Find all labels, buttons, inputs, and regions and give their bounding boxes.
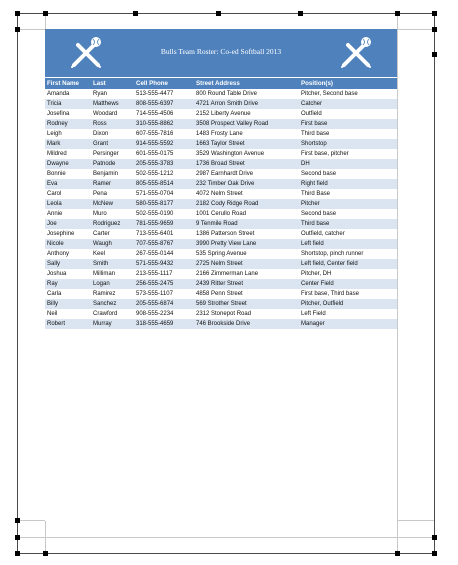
cell-position[interactable]: Outfield — [301, 111, 322, 117]
cell-last-name[interactable]: Rodriguez — [93, 221, 121, 227]
cell-position[interactable]: Left field, Center field — [301, 261, 358, 267]
cell-position[interactable]: Second base — [301, 211, 337, 217]
cell-cell-phone[interactable]: 781-555-9659 — [136, 221, 174, 227]
cell-street-address[interactable]: 2725 Nelm Street — [196, 261, 243, 267]
table-row — [45, 99, 397, 109]
cell-position[interactable]: Left Field — [301, 311, 326, 317]
cell-street-address[interactable]: 800 Round Table Drive — [196, 91, 257, 97]
table-row — [45, 249, 397, 259]
cell-position[interactable]: Pitcher, Outfield — [301, 301, 344, 307]
cell-position[interactable]: DH — [301, 161, 310, 167]
cell-street-address[interactable]: 2166 Zimmerman Lane — [196, 271, 259, 277]
cell-position[interactable]: Shortstop, pinch runner — [301, 251, 364, 257]
cell-cell-phone[interactable]: 914-555-5592 — [136, 141, 174, 147]
cell-position[interactable]: Third base — [301, 221, 330, 227]
cell-last-name[interactable]: Ross — [93, 121, 107, 127]
header-last[interactable]: Last — [93, 80, 106, 87]
cell-position[interactable]: Pitcher, DH — [301, 271, 332, 277]
cell-last-name[interactable]: Pena — [93, 191, 108, 197]
cell-position[interactable]: Second base — [301, 171, 337, 177]
table-row — [45, 299, 397, 309]
table-row — [45, 89, 397, 99]
table-row — [45, 239, 397, 249]
header-first-name[interactable]: First Name — [47, 80, 79, 87]
cell-street-address[interactable]: 1001 Cerullo Road — [196, 211, 247, 217]
resize-handle-top-4[interactable] — [298, 11, 303, 16]
cell-last-name[interactable]: Ramirez — [93, 291, 116, 297]
resize-handle-bottom-2[interactable] — [395, 551, 400, 556]
resize-handle-right-1[interactable] — [432, 27, 437, 32]
cell-first-name[interactable]: Josefina — [47, 111, 70, 117]
cell-first-name[interactable]: Ray — [47, 281, 58, 287]
cell-first-name[interactable]: Leigh — [47, 131, 62, 137]
cell-last-name[interactable]: Keel — [93, 251, 106, 257]
cell-last-name[interactable]: Persinger — [93, 151, 119, 157]
cell-street-address[interactable]: 3990 Pretty View Lane — [196, 241, 257, 247]
cell-last-name[interactable]: Murray — [93, 321, 112, 327]
cell-cell-phone[interactable]: 580-555-8177 — [136, 201, 174, 207]
cell-position[interactable]: Catcher — [301, 101, 323, 107]
cell-street-address[interactable]: 3508 Prospect Valley Road — [196, 121, 269, 127]
cell-first-name[interactable]: Josephine — [47, 231, 75, 237]
cell-last-name[interactable]: Woodard — [93, 111, 118, 117]
cell-last-name[interactable]: Crawford — [93, 311, 118, 317]
cell-first-name[interactable]: Joe — [47, 221, 57, 227]
header-positions[interactable]: Position(s) — [301, 80, 333, 87]
cell-position[interactable]: Third base — [301, 131, 330, 137]
cell-cell-phone[interactable]: 601-555-0175 — [136, 151, 174, 157]
table-row — [45, 269, 397, 279]
cell-position[interactable]: First base — [301, 121, 328, 127]
cell-last-name[interactable]: Sanchez — [93, 301, 117, 307]
cell-cell-phone[interactable]: 607-555-7816 — [136, 131, 174, 137]
cell-first-name[interactable]: Sally — [47, 261, 61, 267]
cell-position[interactable]: Center Field — [301, 281, 334, 287]
cell-position[interactable]: Pitcher — [301, 201, 320, 207]
cell-first-name[interactable]: Annie — [47, 211, 63, 217]
resize-handle-top-5[interactable] — [395, 11, 400, 16]
table-row — [45, 289, 397, 299]
cell-first-name[interactable]: Amanda — [47, 91, 70, 97]
resize-handle-bottom-1[interactable] — [43, 551, 48, 556]
cell-first-name[interactable]: Carol — [47, 191, 62, 197]
cell-street-address[interactable]: 2182 Cody Ridge Road — [196, 201, 259, 207]
cell-cell-phone[interactable]: 318-555-4659 — [136, 321, 174, 327]
table-row — [45, 259, 397, 269]
cell-cell-phone[interactable]: 502-555-1212 — [136, 171, 174, 177]
cell-first-name[interactable]: Rodney — [47, 121, 68, 127]
cell-cell-phone[interactable]: 908-555-2234 — [136, 311, 174, 317]
table-row — [45, 189, 397, 199]
cell-cell-phone[interactable]: 714-555-4506 — [136, 111, 174, 117]
roster-banner — [45, 29, 397, 77]
table-row — [45, 169, 397, 179]
table-row — [45, 319, 397, 329]
resize-handle-top-left[interactable] — [15, 11, 20, 16]
cell-position[interactable]: Third Base — [301, 191, 331, 197]
cell-last-name[interactable]: Milliman — [93, 271, 116, 277]
cell-street-address[interactable]: 1386 Patterson Street — [196, 231, 255, 237]
cell-cell-phone[interactable]: 205-555-3783 — [136, 161, 174, 167]
cell-cell-phone[interactable]: 571-555-9432 — [136, 261, 174, 267]
cell-first-name[interactable]: Mildred — [47, 151, 67, 157]
cell-last-name[interactable]: Grant — [93, 141, 109, 147]
cell-last-name[interactable]: Patnode — [93, 161, 116, 167]
cell-first-name[interactable]: Neil — [47, 311, 58, 317]
cell-first-name[interactable]: Leola — [47, 201, 62, 207]
cell-position[interactable]: Pitcher, Second base — [301, 91, 358, 97]
table-row — [45, 109, 397, 119]
resize-handle-top-3[interactable] — [216, 11, 221, 16]
resize-handle-top-2[interactable] — [133, 11, 138, 16]
cell-position[interactable]: Left field — [301, 241, 324, 247]
cell-first-name[interactable]: Anthony — [47, 251, 70, 257]
cell-street-address[interactable]: 535 Spring Avenue — [196, 251, 247, 257]
cell-position[interactable]: First base, pitcher — [301, 151, 349, 157]
cell-first-name[interactable]: Carla — [47, 291, 62, 297]
cell-cell-phone[interactable]: 502-555-0190 — [136, 211, 174, 217]
cell-cell-phone[interactable]: 707-555-8767 — [136, 241, 174, 247]
cell-street-address[interactable]: 2987 Earnhardt Drive — [196, 171, 254, 177]
cell-last-name[interactable]: Ramer — [93, 181, 112, 187]
header-cell-phone[interactable]: Cell Phone — [136, 80, 168, 87]
cell-cell-phone[interactable]: 267-555-0144 — [136, 251, 174, 257]
resize-handle-top-1[interactable] — [43, 11, 48, 16]
table-row — [45, 179, 397, 189]
cell-street-address[interactable]: 746 Brookside Drive — [196, 321, 251, 327]
resize-handle-bottom-left[interactable] — [15, 551, 20, 556]
cell-first-name[interactable]: Bonnie — [47, 171, 66, 177]
resize-handle-right-2[interactable] — [432, 52, 437, 57]
cell-cell-phone[interactable]: 205-555-6874 — [136, 301, 174, 307]
cell-street-address[interactable]: 1483 Frosty Lane — [196, 131, 243, 137]
cell-first-name[interactable]: Nicole — [47, 241, 64, 247]
cell-street-address[interactable]: 4858 Penn Street — [196, 291, 243, 297]
cell-last-name[interactable]: Muro — [93, 211, 107, 217]
cell-last-name[interactable]: Ryan — [93, 91, 108, 97]
cell-cell-phone[interactable]: 213-555-1117 — [136, 271, 173, 277]
crossed-bats-softball-icon — [337, 34, 375, 72]
margin-guide-footer — [18, 537, 434, 538]
cell-first-name[interactable]: Eva — [47, 181, 58, 187]
cell-street-address[interactable]: 2152 Liberty Avenue — [196, 111, 251, 117]
cell-cell-phone[interactable]: 808-555-6397 — [136, 101, 174, 107]
table-row — [45, 209, 397, 219]
table-row — [45, 159, 397, 169]
cell-last-name[interactable]: Dixon — [93, 131, 109, 137]
cell-first-name[interactable]: Mark — [47, 141, 61, 147]
cell-last-name[interactable]: Carter — [93, 231, 110, 237]
document-title: Bulls Team Roster: Co-ed Softball 2013 — [160, 47, 282, 56]
cell-cell-phone[interactable]: 310-555-8862 — [136, 121, 174, 127]
cell-first-name[interactable]: Tricia — [47, 101, 62, 107]
cell-street-address[interactable]: 4072 Nelm Street — [196, 191, 243, 197]
cell-first-name[interactable]: Joshua — [47, 271, 67, 277]
resize-handle-left-bottom-2[interactable] — [15, 535, 20, 540]
cell-last-name[interactable]: Waugh — [93, 241, 112, 247]
resize-handle-top-right[interactable] — [432, 11, 437, 16]
cell-position[interactable]: Outfield, catcher — [301, 231, 345, 237]
table-row — [45, 119, 397, 129]
table-row — [45, 139, 397, 149]
cell-street-address[interactable]: 232 Timber Oak Drive — [196, 181, 255, 187]
table-row — [45, 229, 397, 239]
cell-position[interactable]: Right field — [301, 181, 328, 187]
resize-handle-right-bottom-1[interactable] — [432, 535, 437, 540]
cell-street-address[interactable]: 1663 Taylor Street — [196, 141, 245, 147]
cell-last-name[interactable]: Matthews — [93, 101, 119, 107]
cell-first-name[interactable]: Dwayne — [47, 161, 69, 167]
cell-street-address[interactable]: 1736 Broad Street — [196, 161, 245, 167]
cell-last-name[interactable]: Smith — [93, 261, 109, 267]
resize-handle-left-1[interactable] — [15, 27, 20, 32]
table-row — [45, 149, 397, 159]
header-street-address[interactable]: Street Address — [196, 80, 240, 87]
cell-position[interactable]: Manager — [301, 321, 325, 327]
cell-last-name[interactable]: McNew — [93, 201, 114, 207]
resize-handle-bottom-right[interactable] — [432, 551, 437, 556]
cell-position[interactable]: Shortstop — [301, 141, 327, 147]
cell-first-name[interactable]: Robert — [47, 321, 66, 327]
roster-table — [45, 78, 397, 329]
cell-cell-phone[interactable]: 805-555-8514 — [136, 181, 174, 187]
cell-first-name[interactable]: Billy — [47, 301, 59, 307]
cell-cell-phone[interactable]: 573-555-1107 — [136, 291, 173, 297]
cell-position[interactable]: First base, Third base — [301, 291, 359, 297]
table-row — [45, 309, 397, 319]
table-header — [45, 78, 397, 89]
cell-cell-phone[interactable]: 571-555-0704 — [136, 191, 174, 197]
resize-handle-left-bottom-1[interactable] — [15, 518, 20, 523]
cell-cell-phone[interactable]: 713-555-6401 — [136, 231, 174, 237]
table-row — [45, 219, 397, 229]
table-row — [45, 279, 397, 289]
margin-guide-right — [397, 14, 398, 554]
table-row — [45, 129, 397, 139]
cell-street-address[interactable]: 9 Tenmile Road — [196, 221, 238, 227]
table-row — [45, 199, 397, 209]
cell-street-address[interactable]: 569 Strother Street — [196, 301, 247, 307]
cell-last-name[interactable]: Logan — [93, 281, 110, 287]
cell-street-address[interactable]: 2312 Stonepot Road — [196, 311, 252, 317]
cell-street-address[interactable]: 2439 Ritter Street — [196, 281, 244, 287]
cell-cell-phone[interactable]: 513-555-4477 — [136, 91, 174, 97]
cell-street-address[interactable]: 3529 Washington Avenue — [196, 151, 265, 157]
cell-last-name[interactable]: Benjamin — [93, 171, 119, 177]
cell-street-address[interactable]: 4721 Arron Smith Drive — [196, 101, 259, 107]
cell-cell-phone[interactable]: 256-555-2475 — [136, 281, 174, 287]
